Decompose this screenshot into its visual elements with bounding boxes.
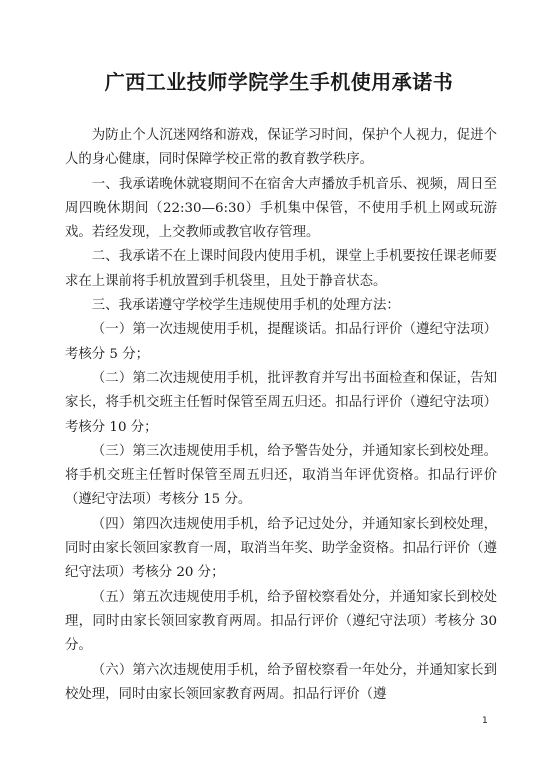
document-title: 广西工业技师学院学生手机使用承诺书 [104, 70, 454, 94]
page-number: 1 [482, 716, 488, 726]
paragraph-rule-5: （五）第五次违规使用手机，给予留校察看处分，并通知家长到校处理，同时由家长领回家教育两周。扣品行评价（遵纪守法项）考核分 30 分。 [65, 589, 497, 654]
paragraph-rule-2: （二）第二次违规使用手机，批评教育并写出书面检查和保证，告知家长，将手机交班主任暂时保管至周五归还。扣品行评价（遵纪守法项）考核分 10 分； [65, 370, 497, 435]
paragraph-preamble: 为防止个人沉迷网络和游戏，保证学习时间，保护个人视力，促进个人的身心健康，同时保障学校正常的教育教学秩序。 [65, 128, 497, 168]
paragraph-commitment-2: 二、我承诺不在上课时间段内使用手机，课堂上手机要按任课老师要求在上课前将手机放置到手机袋里，且处于静音状态。 [65, 249, 497, 289]
paragraph-rule-1: （一）第一次违规使用手机，提醒谈话。扣品行评价（遵纪守法项）考核分 5 分； [65, 322, 497, 362]
paragraph-rule-3: （三）第三次违规使用手机，给予警告处分，并通知家长到校处理。将手机交班主任暂时保管至周五归还，取消当年评优资格。扣品行评价（遵纪守法项）考核分 15 分。 [65, 443, 497, 508]
paragraph-commitment-1: 一、我承诺晚休就寝期间不在宿舍大声播放手机音乐、视频，周日至周四晚休期间（22:30—6:30）手机集中保管，不使用手机上网或玩游戏。若经发现，上交教师或教官收存管理。 [65, 176, 497, 241]
paragraph-commitment-3: 三、我承诺遵守学校学生违规使用手机的处理方法： [91, 298, 400, 314]
document-body [65, 124, 497, 707]
paragraph-rule-6: （六）第六次违规使用手机，给予留校察看一年处分，并通知家长到校处理，同时由家长领回家教育两周。扣品行评价（遵 [65, 662, 497, 702]
paragraph-rule-4: （四）第四次违规使用手机，给予记过处分，并通知家长到校处理，同时由家长领回家教育一周，取消当年奖、助学金资格。扣品行评价（遵纪守法项）考核分 20 分； [65, 516, 497, 581]
